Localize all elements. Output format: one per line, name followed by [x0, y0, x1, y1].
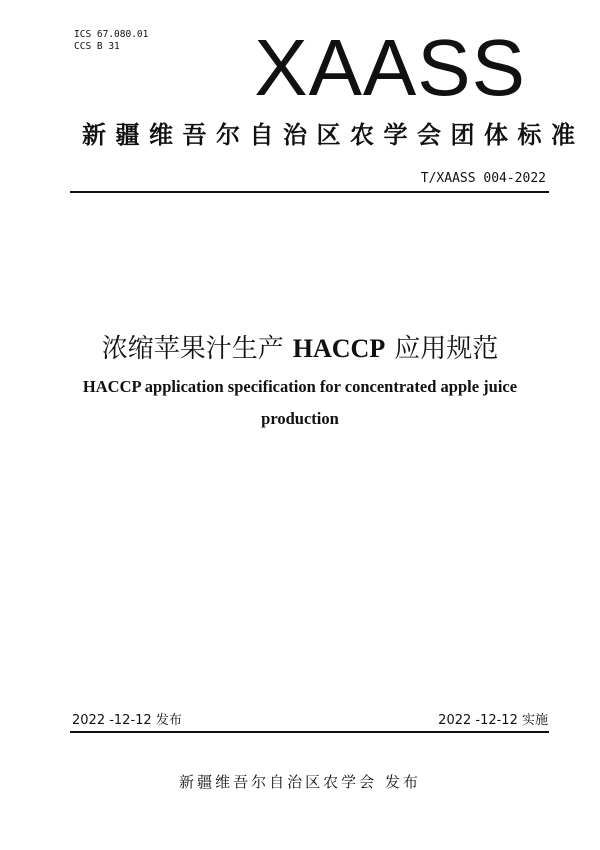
document-title-en-line1: HACCP application specification for concentrated apple juice — [82, 377, 518, 396]
document-title-en-line2: production — [261, 409, 339, 428]
standard-code: T/XAASS 004-2022 — [420, 171, 546, 186]
classification-codes — [74, 29, 148, 53]
publish-date: 2022 -12-12 发布 — [72, 713, 182, 728]
publisher: 新疆维吾尔自治区农学会 发布 — [179, 773, 421, 791]
title-acronym: HACCP — [292, 334, 386, 363]
document-title-zh — [0, 332, 600, 366]
ccs-code: CCS B 31 — [74, 41, 120, 52]
implement-date: 2022 -12-12 实施 — [438, 713, 548, 728]
title-zh-part2: 应用规范 — [394, 334, 499, 364]
header-divider — [70, 191, 549, 193]
logo-text: XAASS — [254, 23, 526, 112]
ics-code: ICS 67.080.01 — [74, 29, 149, 40]
organization-standard-title: 新疆维吾尔自治区农学会团体标准 — [82, 121, 585, 149]
title-zh-part1: 浓缩苹果汁生产 — [101, 334, 284, 364]
footer-divider — [70, 731, 549, 733]
